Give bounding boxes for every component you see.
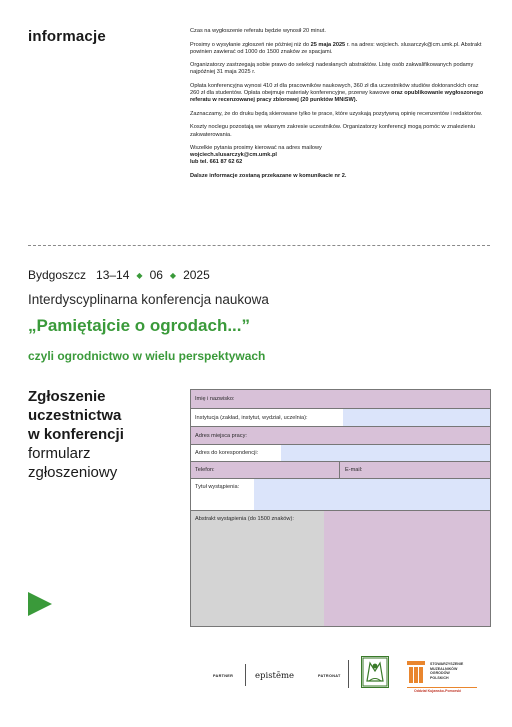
contact-text: Wszelkie pytania prosimy kierować na adres mailowy — [190, 145, 322, 152]
application-line-1: Zgłoszenie — [28, 388, 106, 405]
contact-phone: lub tel. 661 87 62 62 — [190, 159, 243, 166]
form-row-abstract[interactable] — [191, 511, 490, 626]
application-line-4: formularz — [28, 445, 91, 462]
form-label-phone: Telefon: — [195, 467, 215, 473]
next-info: Dalsze informacje zostaną przekazane w komunikacie nr 2. — [190, 172, 347, 179]
info-paragraph-duration: Czas na wygłoszenie referatu będzie wynosił 20 minut. — [190, 28, 326, 34]
event-days: 13–14 — [96, 268, 130, 282]
footer-separator — [245, 664, 246, 686]
form-row-talk-title[interactable] — [191, 479, 490, 511]
event-city: Bydgoszcz — [28, 268, 87, 282]
association-name-line: OGRODÓW — [430, 671, 450, 676]
deadline-text: Prosimy o wysyłanie zgłoszeń nie później niż do — [190, 41, 311, 48]
form-field-abstract[interactable] — [324, 511, 490, 626]
form-label-institution: Instytucja (zakład, instytut, wydział, uczelnia): — [195, 415, 308, 421]
form-row-correspondence[interactable] — [191, 445, 490, 462]
form-field-talk-title[interactable] — [254, 479, 490, 510]
diamond-icon: ◆ — [136, 270, 143, 280]
form-label-email: E-mail: — [345, 467, 363, 473]
partner-label: PARTNER — [213, 674, 234, 678]
fee-text: Opłata konferencyjna wynosi 410 zł dla pracowników naukowych, 360 zł dla uczestników studiów doktoranckich oraz 260 zł dla studentów. Opłata obejmuje materiały konferencyjne, przerwy kawowe — [190, 82, 479, 97]
event-dateline — [28, 268, 210, 282]
application-form — [190, 389, 491, 627]
association-branch: Oddział Kujawsko-Pomorski — [414, 689, 462, 693]
form-row-name[interactable] — [191, 390, 490, 409]
association-underline — [407, 687, 477, 688]
footer-logos — [0, 656, 512, 696]
form-row-address[interactable] — [191, 427, 490, 445]
diamond-icon: ◆ — [169, 270, 177, 280]
association-name-line: MUZEALNIKÓW — [430, 666, 458, 671]
form-label-talk-title: Tytuł wystąpienia: — [195, 484, 240, 490]
dashed-divider — [28, 245, 490, 246]
association-logo-icon — [407, 661, 425, 683]
form-label-abstract: Abstrakt wystąpienia (do 1500 znaków): — [195, 516, 294, 522]
event-title-sub: czyli ogrodnictwo w wielu perspektywach — [28, 349, 266, 363]
play-arrow-icon — [28, 592, 52, 616]
event-year: 2025 — [183, 268, 210, 282]
info-paragraph-review: Zaznaczamy, że do druku będą skierowane tylko te prace, które uzyskają pozytywną opinię recenzentów i redaktorów. — [190, 110, 483, 117]
episteme-logo: epistēme — [255, 671, 295, 681]
association-name-line: STOWARZYSZENIE — [430, 662, 464, 666]
form-row-contact[interactable] — [191, 462, 490, 479]
event-subtitle: Interdyscyplinarna konferencja naukowa — [28, 292, 269, 307]
info-heading: informacje — [28, 28, 106, 45]
info-paragraph-contact — [190, 145, 486, 167]
event-title: „Pamiętajcie o ogrodach...” — [28, 316, 251, 335]
form-label-correspondence: Adres do korespondencji: — [195, 450, 259, 456]
info-paragraph-accommodation: Koszty noclegu pozostają we własnym zakresie uczestników. Organizatorzy konferencji mogą pomóc w znalezieniu zakwaterowania. — [190, 124, 476, 138]
university-seal-icon — [361, 656, 389, 688]
form-label-address: Adres miejsca pracy: — [195, 433, 247, 439]
association-name — [430, 662, 463, 680]
deadline-date: 25 maja 2025 — [310, 41, 346, 48]
form-label-name: Imię i nazwisko: — [195, 396, 235, 402]
application-heading — [28, 387, 124, 482]
form-field-email[interactable] — [340, 462, 490, 478]
form-cell-abstract-label — [191, 511, 324, 626]
deadline-address: r. na adres: wojciech. slusarczyk@cm.umk.pl. Abstrakt powinien zawierać od 1000 do 1500 znaków ze spacjami. — [190, 41, 482, 55]
info-paragraph-fee — [190, 83, 486, 105]
application-line-2: uczestnictwa — [28, 407, 122, 424]
info-text — [190, 28, 486, 186]
fee-publication: oraz opublikowanie wygłoszonego referatu w recenzowanej pracy zbiorowej (20 punktów MNiSW). — [190, 90, 484, 104]
event-month: 06 — [149, 268, 163, 282]
association-name-line: POLSKICH — [430, 675, 449, 680]
info-paragraph-next — [190, 173, 486, 180]
form-field-institution[interactable] — [343, 409, 490, 426]
info-paragraph-deadline — [190, 42, 486, 56]
info-paragraph-selection: Organizatorzy zastrzegają sobie prawo do selekcji nadesłanych abstraktów. Listę osób zakwalifikowanych podamy najpóźniej 31 maja 2025 r. — [190, 62, 474, 76]
contact-email[interactable]: wojciech.slusarczyk@cm.umk.pl — [190, 152, 277, 159]
patronat-label: PATRONAT — [318, 674, 341, 678]
form-field-correspondence[interactable] — [281, 445, 490, 461]
form-row-institution[interactable] — [191, 409, 490, 427]
application-line-5: zgłoszeniowy — [28, 464, 118, 481]
footer-separator — [348, 660, 349, 688]
application-line-3: w konferencji — [28, 426, 124, 443]
